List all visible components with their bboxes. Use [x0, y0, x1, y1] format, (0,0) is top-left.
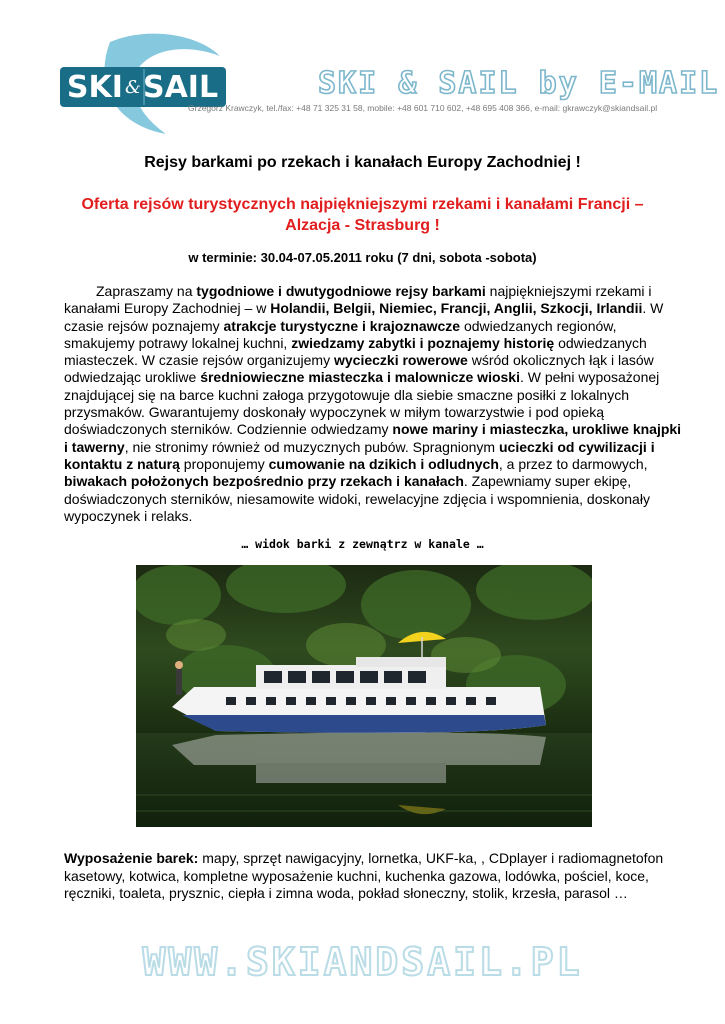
- equipment-paragraph: [64, 850, 689, 903]
- description-bold-run: biwakach położonych bezpośrednio przy rzekach i kanałach: [64, 473, 464, 490]
- photo-caption: … widok barki z zewnątrz w kanale …: [241, 537, 484, 551]
- description-text-run: odwiedzanych miasteczek. W czasie rejsów organizujemy: [64, 334, 647, 369]
- description-body: [64, 283, 681, 524]
- description-bold-run: ucieczki od cywilizacji i kontaktu z naturą: [64, 438, 655, 472]
- equipment-label: Wyposażenie barek:: [64, 850, 199, 866]
- logo-wordmark: [60, 67, 225, 107]
- page-title: Rejsy barkami po rzekach i kanałach Europy Zachodniej !: [144, 154, 581, 171]
- description-text-run: najpiękniejszymi rzekami i kanałami Europy Zachodniej – w: [64, 283, 652, 317]
- description-text-run: , nie stronimy również od muzycznych pubów. Spragnionym: [124, 438, 499, 455]
- logo-ampersand: &: [124, 76, 141, 98]
- description-text-run: . Zapewniamy super ekipę, doświadczonych sterników, niesamowite widoki, rewelacyjne zdjęcia i wspomnienia, doskonały wypoczynek i relaks.: [64, 473, 650, 524]
- equipment-list: mapy, sprzęt nawigacyjny, lornetka, UKF-ka, , CDplayer i radiomagnetofon kasetowy, kotwica, kompletne wyposażenie kuchni, kuchenka gazowa, lodówka, pościel, koce, ręczniki, toaleta, prysznic, ciepła i zimna woda, pokład słoneczny, stolik, krzesła, parasol …: [64, 850, 664, 901]
- offer-heading: Oferta rejsów turystycznych najpiękniejszymi rzekami i kanałami Francji – Alzacja - Strasburg !: [81, 196, 644, 234]
- page-header: [0, 0, 725, 150]
- logo-word-sail: SAIL: [142, 69, 219, 105]
- barge-photo: [136, 565, 592, 827]
- header-title: SKI & SAIL by E-MAIL: [318, 66, 720, 101]
- footer-website-url: WWW.SKIANDSAIL.PL: [142, 940, 583, 984]
- logo-word-ski: SKI: [66, 69, 123, 105]
- description-paragraph: [64, 283, 684, 525]
- contact-info: Grzegorz Krawczyk, tel./fax: +48 71 325 31 58, mobile: +48 601 710 602, +48 695 408 366, e-mail: gkrawczyk@skiandsail.pl: [188, 103, 658, 113]
- description-bold-run: nowe mariny i miasteczka, urokliwe knajpki i tawerny: [64, 421, 682, 455]
- description-text-run: odwiedzanych regionów, smakujemy potrawy lokalnej kuchni,: [64, 317, 617, 351]
- description-text-run: . W czasie rejsów poznajemy: [64, 300, 664, 334]
- description-text-run: proponujemy: [179, 455, 269, 472]
- description-bold-run: tygodniowe i dwutygodniowe rejsy barkami: [196, 283, 486, 299]
- description-bold-run: wycieczki rowerowe: [333, 352, 468, 369]
- description-text-run: . W pełni wyposażonej znajdującej się na barce kuchni załoga przygotowuje dla siebie smaczne posiłki z lokalnych przysmaków. Gwarantujemy doskonały wypoczynek w miłym towarzystwie i pod opieką doświadczonych sterników. Codziennie odwiedzamy: [64, 369, 660, 438]
- description-text-run: , a przez to darmowych,: [498, 455, 648, 472]
- description-bold-run: średniowieczne miasteczka i malownicze wioski: [200, 369, 520, 386]
- term-line: w terminie: 30.04-07.05.2011 roku (7 dni, sobota -sobota): [188, 250, 537, 265]
- description-bold-run: Holandii, Belgii, Niemiec, Francji, Anglii, Szkocji, Irlandii: [270, 300, 643, 317]
- description-bold-run: cumowanie na dzikich i odludnych: [268, 455, 499, 472]
- description-bold-run: zwiedzamy zabytki i poznajemy historię: [291, 334, 555, 351]
- description-text-run: Zapraszamy na: [96, 283, 197, 299]
- description-bold-run: atrakcje turystyczne i krajoznawcze: [223, 317, 461, 334]
- description-text-run: wśród okolicznych łąk i lasów odwiedzając urokliwe: [64, 352, 654, 386]
